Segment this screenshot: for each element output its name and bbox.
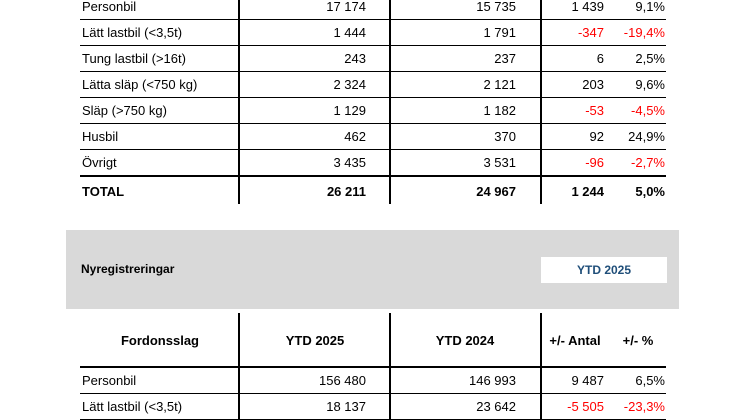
header-ytd-2025: YTD 2025 [285,332,345,348]
ytd-2024-cell: 2 121 [483,76,516,92]
ytd-2025-cell: 1 444 [333,24,366,40]
diff-percent-cell: 2,5% [635,50,665,66]
total-ytd-2024: 24 967 [476,183,516,199]
ytd-2024-cell: 1 791 [483,24,516,40]
table-row [80,0,666,20]
ytd-2025-cell: 243 [344,50,366,66]
diff-count-cell: -53 [585,102,604,118]
diff-count-cell: 9 487 [571,372,604,388]
section-title: Nyregistreringar [81,262,175,276]
ytd-2025-cell: 3 435 [333,154,366,170]
ytd-2024-cell: 23 642 [476,398,516,414]
ytd-2024-cell: 3 531 [483,154,516,170]
total-diff-count: 1 244 [571,183,604,199]
table-row [80,123,666,150]
total-label: TOTAL [82,183,125,199]
diff-percent-cell: -19,4% [623,24,665,40]
diff-count-cell: -347 [577,24,604,40]
diff-percent-cell: 6,5% [635,372,665,388]
total-rule [80,175,666,177]
ytd-2025-cell: 462 [344,128,366,144]
diff-count-cell: 203 [582,76,604,92]
top-divider-2 [389,0,391,204]
table-row [80,149,666,176]
ytd-2024-cell: 15 735 [476,0,516,14]
ytd-2025-cell: 18 137 [326,398,366,414]
total-diff-percent: 5,0% [635,183,665,199]
ytd-2025-cell: 2 324 [333,76,366,92]
ytd-2024-cell: 370 [494,128,516,144]
ytd-2025-cell: 156 480 [319,372,366,388]
diff-percent-cell: 9,6% [635,76,665,92]
diff-count-cell: 92 [589,128,604,144]
table-row [80,71,666,98]
ytd-2024-cell: 237 [494,50,516,66]
diff-percent-cell: -2,7% [631,154,665,170]
vehicle-type-cell: Husbil [82,128,119,144]
diff-count-cell: 6 [596,50,604,66]
diff-count-cell: -96 [585,154,604,170]
ytd-2025-cell: 1 129 [333,102,366,118]
vehicle-type-cell: Lätt lastbil (<3,5t) [82,24,183,40]
vehicle-type-cell: Personbil [82,372,137,388]
ytd-2025-cell: 17 174 [326,0,366,14]
diff-count-cell: -5 505 [567,398,604,414]
top-divider-1 [238,0,240,204]
diff-percent-cell: -23,3% [623,398,665,414]
table-row [80,19,666,46]
table-row [80,45,666,72]
ytd-2024-cell: 146 993 [469,372,516,388]
diff-percent-cell: -4,5% [631,102,665,118]
header-diff-antal: +/- Antal [549,332,601,348]
diff-percent-cell: 24,9% [628,128,665,144]
diff-count-cell: 1 439 [571,0,604,14]
table-row [80,367,666,394]
header-diff-pct: +/- % [622,332,654,348]
total-row [80,178,666,204]
table-row [80,97,666,124]
header-fordonsslag: Fordonsslag [120,332,199,348]
vehicle-type-cell: Släp (>750 kg) [82,102,167,118]
vehicle-type-cell: Övrigt [82,154,117,170]
table-row [80,393,666,420]
vehicle-type-cell: Lätt lastbil (<3,5t) [82,398,183,414]
diff-percent-cell: 9,1% [635,0,665,14]
ytd-2024-cell: 1 182 [483,102,516,118]
vehicle-type-cell: Personbil [82,0,137,14]
top-divider-3 [540,0,542,204]
vehicle-type-cell: Tung lastbil (>16t) [82,50,186,66]
vehicle-type-cell: Lätta släp (<750 kg) [82,76,198,92]
header-ytd-2024: YTD 2024 [435,332,495,348]
period-badge: YTD 2025 [541,257,667,283]
total-ytd-2025: 26 211 [326,183,366,199]
